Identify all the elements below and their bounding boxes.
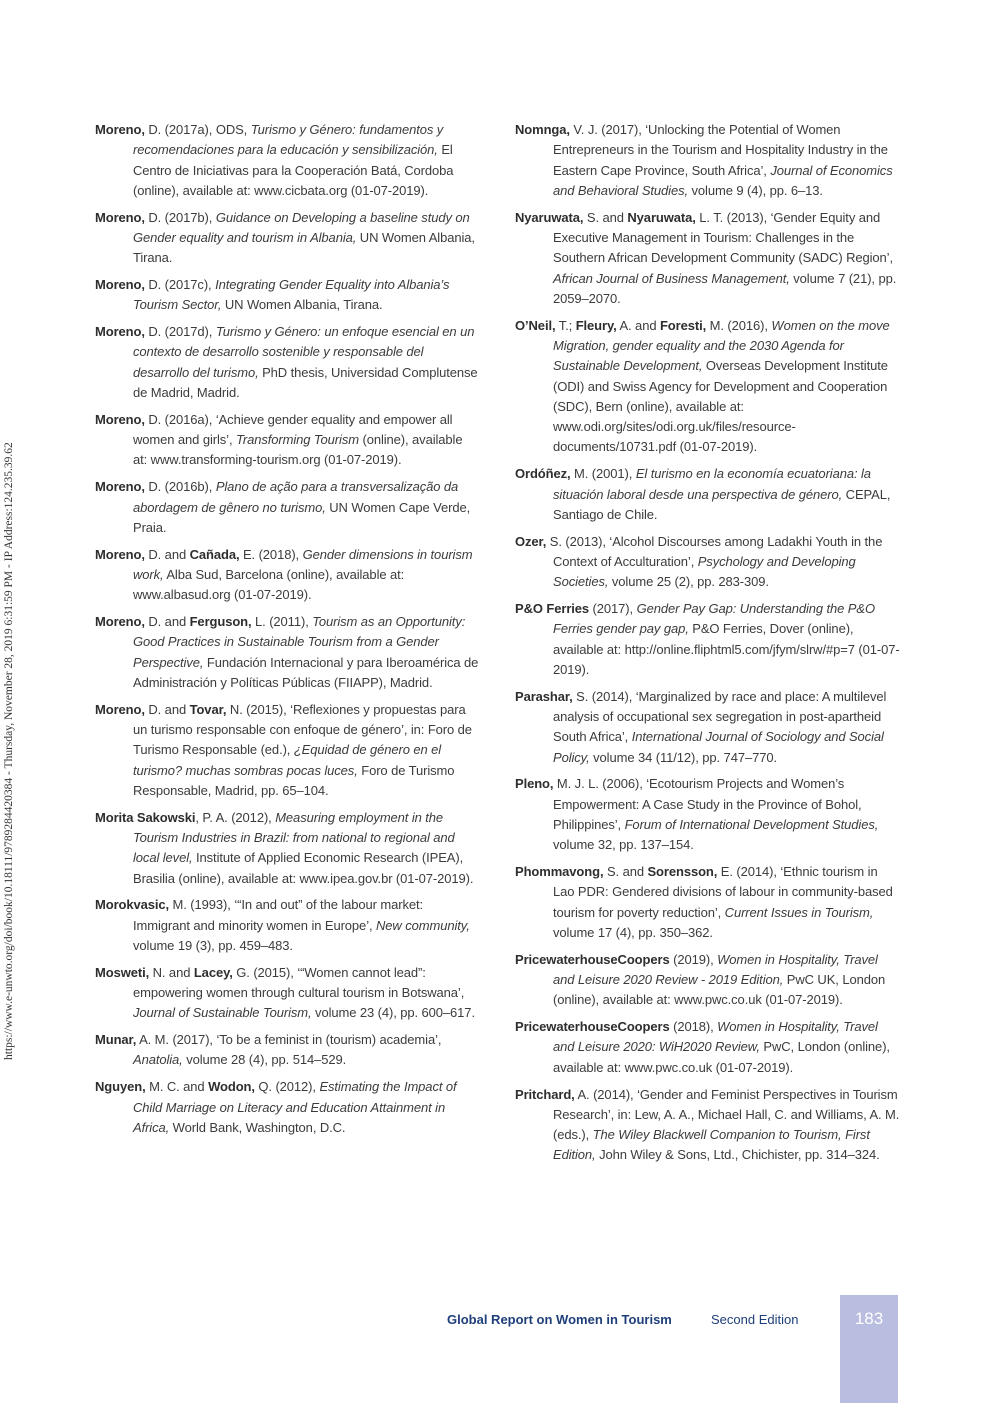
reference-author: Nyaruwata, <box>627 209 696 225</box>
reference-entry <box>515 120 902 201</box>
reference-entry <box>515 316 902 458</box>
reference-entry <box>95 1077 480 1138</box>
reference-text: D. (2017a), ODS, <box>144 122 251 137</box>
reference-text: E. (2014), ‘Ethnic tourism in Lao PDR: Gendered divisions of labour in community-based tourism for poverty reduction’, <box>553 864 893 920</box>
reference-entry <box>95 895 480 956</box>
reference-text: UN Women Cape Verde, Praia. <box>133 499 471 535</box>
reference-author: Ozer, <box>515 533 547 549</box>
reference-text: E. (2018), <box>239 546 303 562</box>
reference-text: D. (2017b), <box>144 209 216 225</box>
reference-entry <box>95 322 480 403</box>
reference-entry <box>95 410 480 471</box>
reference-author: Ordóñez, <box>515 466 571 482</box>
reference-entry <box>95 545 480 606</box>
reference-text: (2019), <box>669 951 718 967</box>
reference-author: P&O Ferries <box>515 601 590 617</box>
reference-entry <box>515 774 902 855</box>
reference-title: The Wiley Blackwell Companion to Tourism, First Edition, <box>553 1127 870 1163</box>
reference-text: (online), available at: www.transforming-tourism.org (01-07-2019). <box>133 432 463 468</box>
reference-author: Moreno, <box>95 411 145 427</box>
reference-text: L. T. (2013), ‘Gender Equity and Executive Management in Tourism: Challenges in the Southern African Development Community (SADC) Region’, <box>553 209 893 266</box>
reference-text: volume 17 (4), pp. 350–362. <box>553 924 713 940</box>
reference-author: Munar, <box>95 1032 137 1048</box>
reference-author: Pleno, <box>515 776 554 792</box>
reference-text: volume 25 (2), pp. 283-309. <box>608 574 769 590</box>
reference-title: Anatolia, <box>133 1052 183 1068</box>
reference-title: El turismo en la economía ecuatoriana: la situación laboral desde una perspectiva de género, <box>553 466 871 502</box>
reference-text: S. (2014), ‘Marginalized by race and place: A multilevel analysis of occupational sex segregation in post-apartheid South Africa’, <box>553 688 887 745</box>
reference-text: M. (2016), <box>706 317 772 333</box>
reference-entry <box>95 612 480 693</box>
page-number: 183 <box>854 1309 884 1328</box>
reference-text: D. (2016a), ‘Achieve gender equality and empower all women and girls’, <box>133 411 453 448</box>
reference-text: Fundación Internacional y para Iberoamérica de Administración y Políticas Públicas (FIIAPP), Madrid. <box>133 654 479 690</box>
reference-author: Foresti, <box>659 317 707 333</box>
reference-author: Morita Sakowski <box>95 809 196 825</box>
reference-title: ¿Equidad de género en el turismo? muchas sombras pocas luces, <box>133 742 442 778</box>
reference-text: A. M. (2017), ‘To be a feminist in (tourism) academia’, <box>136 1032 442 1048</box>
reference-text: N. and <box>149 964 194 980</box>
reference-entry <box>515 862 902 943</box>
reference-author: Nguyen, <box>95 1079 146 1095</box>
reference-entry <box>515 599 902 680</box>
reference-title: Plano de ação para a transversalização da abordagem de gênero no turismo, <box>133 479 459 515</box>
reference-text: Institute of Applied Economic Research (IPEA), Brasilia (online), available at: www.ipea.gov.br (01-07-2019). <box>133 850 474 886</box>
reference-text: volume 19 (3), pp. 459–483. <box>133 937 293 953</box>
reference-author: Ferguson, <box>189 614 252 630</box>
reference-title: Estimating the Impact of Child Marriage on Literacy and Education Attainment in Africa, <box>133 1079 457 1135</box>
reference-text: G. (2015), ‘“Women cannot lead”: empowering women through cultural tourism in Botswana’, <box>133 964 465 1001</box>
reference-author: Wodon, <box>208 1079 255 1095</box>
reference-title: Journal of Economics and Behavioral Studies, <box>553 162 893 198</box>
reference-title: Women in Hospitality, Travel and Leisure 2020: WiH2020 Review, <box>553 1019 878 1055</box>
reference-text: D. (2017d), <box>144 324 216 340</box>
reference-text: volume 9 (4), pp. 6–13. <box>688 182 823 198</box>
reference-text: D. and <box>144 546 190 562</box>
reference-text: Overseas Development Institute (ODI) and Swiss Agency for Development and Cooperation (SDC), Bern (online), available at: www.odi.org/sites/odi.org.uk/files/resource-documents/10731.pdf (01-07-2019). <box>553 358 888 455</box>
reference-entry <box>515 208 902 309</box>
reference-author: Moreno, <box>95 546 145 562</box>
reference-title: Psychology and Developing Societies, <box>553 553 856 590</box>
reference-text: Q. (2012), <box>254 1079 320 1095</box>
reference-title: Journal of Sustainable Tourism, <box>133 1005 312 1021</box>
reference-title: Guidance on Developing a baseline study on Gender equality and tourism in Albania, <box>133 209 470 245</box>
reference-title: Gender Pay Gap: Understanding the P&O Ferries gender pay gap, <box>553 601 875 637</box>
reference-author: Sorensson, <box>647 864 718 880</box>
reference-text: S. (2013), ‘Alcohol Discourses among Ladakhi Youth in the Context of Acculturation’, <box>546 533 883 569</box>
reference-title: African Journal of Business Management, <box>553 270 790 286</box>
reference-text: T.; <box>555 317 576 333</box>
reference-text: M. J. L. (2006), ‘Ecotourism Projects and Women’s Empowerment: A Case Study in the Province of Bohol, Philippines’, <box>553 776 862 832</box>
reference-entry <box>95 120 480 201</box>
reference-text: Foro de Turismo Responsable, Madrid, pp. 65–104. <box>133 762 455 798</box>
reference-text: M. C. and <box>145 1079 209 1095</box>
reference-author: Moreno, <box>95 209 145 225</box>
reference-author: Phommavong, <box>515 864 604 880</box>
reference-title: Turismo y Género: fundamentos y recomendaciones para la educación y sensibilización, <box>133 122 444 158</box>
reference-entry <box>95 275 480 316</box>
reference-title: Forum of International Development Studies, <box>624 817 879 832</box>
references-column-left <box>95 120 480 1145</box>
reference-entry <box>515 950 902 1011</box>
reference-title: New community, <box>376 917 470 933</box>
reference-text: M. (2001), <box>570 466 636 482</box>
reference-text: El Centro de Iniciativas para la Cooperación Batá, Cordoba (online), available at: www.cicbata.org (01-07-2019). <box>133 142 454 198</box>
reference-title: Turismo y Género: un enfoque esencial en un contexto de desarrollo sostenible y responsable del desarrollo del turismo, <box>133 324 475 380</box>
reference-author: Cañada, <box>189 546 240 562</box>
reference-entry <box>515 532 902 593</box>
reference-text: A. (2014), ‘Gender and Feminist Perspectives in Tourism Research’, in: Lew, A. A., Michael Hall, C. and Williams, A. M. (eds.), <box>553 1086 900 1143</box>
reference-author: Nyaruwata, <box>515 209 584 225</box>
reference-author: Moreno, <box>95 324 145 340</box>
reference-author: Mosweti, <box>95 964 150 980</box>
reference-entry <box>95 808 480 889</box>
reference-text: volume 28 (4), pp. 514–529. <box>182 1052 347 1068</box>
reference-author: Lacey, <box>193 964 233 980</box>
reference-author: Tovar, <box>189 701 227 717</box>
reference-author: Moreno, <box>95 122 145 137</box>
reference-text: CEPAL, Santiago de Chile. <box>553 486 891 522</box>
reference-text: S. and <box>603 864 648 880</box>
reference-title: Tourism as an Opportunity: Good Practices in Sustainable Tourism from a Gender Perspective, <box>133 614 466 670</box>
reference-text: volume 7 (21), pp. 2059–2070. <box>553 270 897 306</box>
reference-entry <box>515 1085 902 1166</box>
reference-author: Moreno, <box>95 479 145 495</box>
reference-title: Current Issues in Tourism, <box>724 904 874 920</box>
reference-title: International Journal of Sociology and Social Policy, <box>553 729 884 765</box>
reference-title: Integrating Gender Equality into Albania’s Tourism Sector, <box>133 277 450 313</box>
reference-text: Alba Sud, Barcelona (online), available at: www.albasud.org (01-07-2019). <box>133 566 405 603</box>
reference-text: PwC, London (online), available at: www.pwc.co.uk (01-07-2019). <box>553 1039 890 1075</box>
access-watermark: https://www.e-unwto.org/doi/book/10.18111/9789284420384 - Thursday, November 28, 2019 6:31:59 PM - IP Address:124.235.39.62 <box>3 442 15 1060</box>
reference-text: UN Women Albania, Tirana. <box>221 297 383 313</box>
reference-text: N. (2015), ‘Reflexiones y propuestas para un turismo responsable con enfoque de género’, in: Foro de Turismo Responsable (ed.), <box>133 701 472 758</box>
reference-text: A. and <box>616 317 660 333</box>
reference-text: John Wiley & Sons, Ltd., Chichister, pp. 314–324. <box>595 1147 880 1163</box>
reference-author: Fleury, <box>575 317 617 333</box>
reference-entry <box>515 464 902 525</box>
reference-title: Transforming Tourism <box>235 432 359 448</box>
reference-author: PricewaterhouseCoopers <box>515 951 670 967</box>
reference-author: Moreno, <box>95 701 145 717</box>
reference-text: World Bank, Washington, D.C. <box>169 1119 346 1135</box>
reference-author: Pritchard, <box>515 1086 575 1102</box>
reference-title: Gender dimensions in tourism work, <box>133 546 473 582</box>
reference-text: UN Women Albania, Tirana. <box>133 229 475 266</box>
reference-text: V. J. (2017), ‘Unlocking the Potential of Women Entrepreneurs in the Tourism and Hospitality Industry in the Eastern Cape Province, South Africa’, <box>553 122 888 178</box>
reference-title: Measuring employment in the Tourism Industries in Brazil: from national to regional and local level, <box>133 809 455 866</box>
footer-edition: Second Edition <box>711 1312 799 1327</box>
footer-report-title: Global Report on Women in Tourism <box>447 1312 672 1327</box>
reference-text: PhD thesis, Universidad Complutense de Madrid, Madrid. <box>133 364 478 401</box>
reference-text: M. (1993), ‘“In and out” of the labour market: Immigrant and minority women in Europe’, <box>133 897 424 933</box>
reference-entry <box>95 208 480 269</box>
reference-author: Parashar, <box>515 688 573 704</box>
reference-entry <box>95 963 480 1024</box>
reference-author: Moreno, <box>95 614 145 630</box>
references-column-right <box>515 120 902 1172</box>
reference-text: PwC UK, London (online), available at: www.pwc.co.uk (01-07-2019). <box>553 972 886 1008</box>
reference-text: volume 23 (4), pp. 600–617. <box>311 1005 475 1021</box>
reference-author: O’Neil, <box>515 317 556 333</box>
reference-text: S. and <box>583 209 628 225</box>
reference-text: D. and <box>144 701 190 717</box>
reference-entry <box>95 700 480 801</box>
reference-entry <box>95 1030 480 1071</box>
reference-text: D. and <box>144 614 190 630</box>
reference-entry <box>515 1017 902 1078</box>
page-number-tab <box>840 1295 898 1403</box>
reference-author: Moreno, <box>95 277 145 293</box>
reference-author: Nomnga, <box>515 122 570 137</box>
reference-text: (2017), <box>589 601 637 617</box>
reference-author: PricewaterhouseCoopers <box>515 1019 670 1035</box>
reference-text: L. (2011), <box>251 614 313 630</box>
reference-text: D. (2017c), <box>144 277 216 293</box>
reference-text: D. (2016b), <box>144 479 216 495</box>
reference-text: , P. A. (2012), <box>195 809 276 825</box>
reference-text: volume 32, pp. 137–154. <box>553 837 694 853</box>
reference-text: (2018), <box>669 1019 718 1035</box>
reference-author: Morokvasic, <box>95 897 170 913</box>
reference-entry <box>95 477 480 538</box>
reference-title: Women in Hospitality, Travel and Leisure 2020 Review - 2019 Edition, <box>553 951 878 988</box>
reference-entry <box>515 687 902 768</box>
reference-title: Women on the move Migration, gender equality and the 2030 Agenda for Sustainable Development, <box>553 317 890 374</box>
reference-text: volume 34 (11/12), pp. 747–770. <box>589 749 777 765</box>
reference-text: P&O Ferries, Dover (online), available at: http://online.fliphtml5.com/jfym/slrw/#p=7 (01-07-2019). <box>553 621 900 677</box>
